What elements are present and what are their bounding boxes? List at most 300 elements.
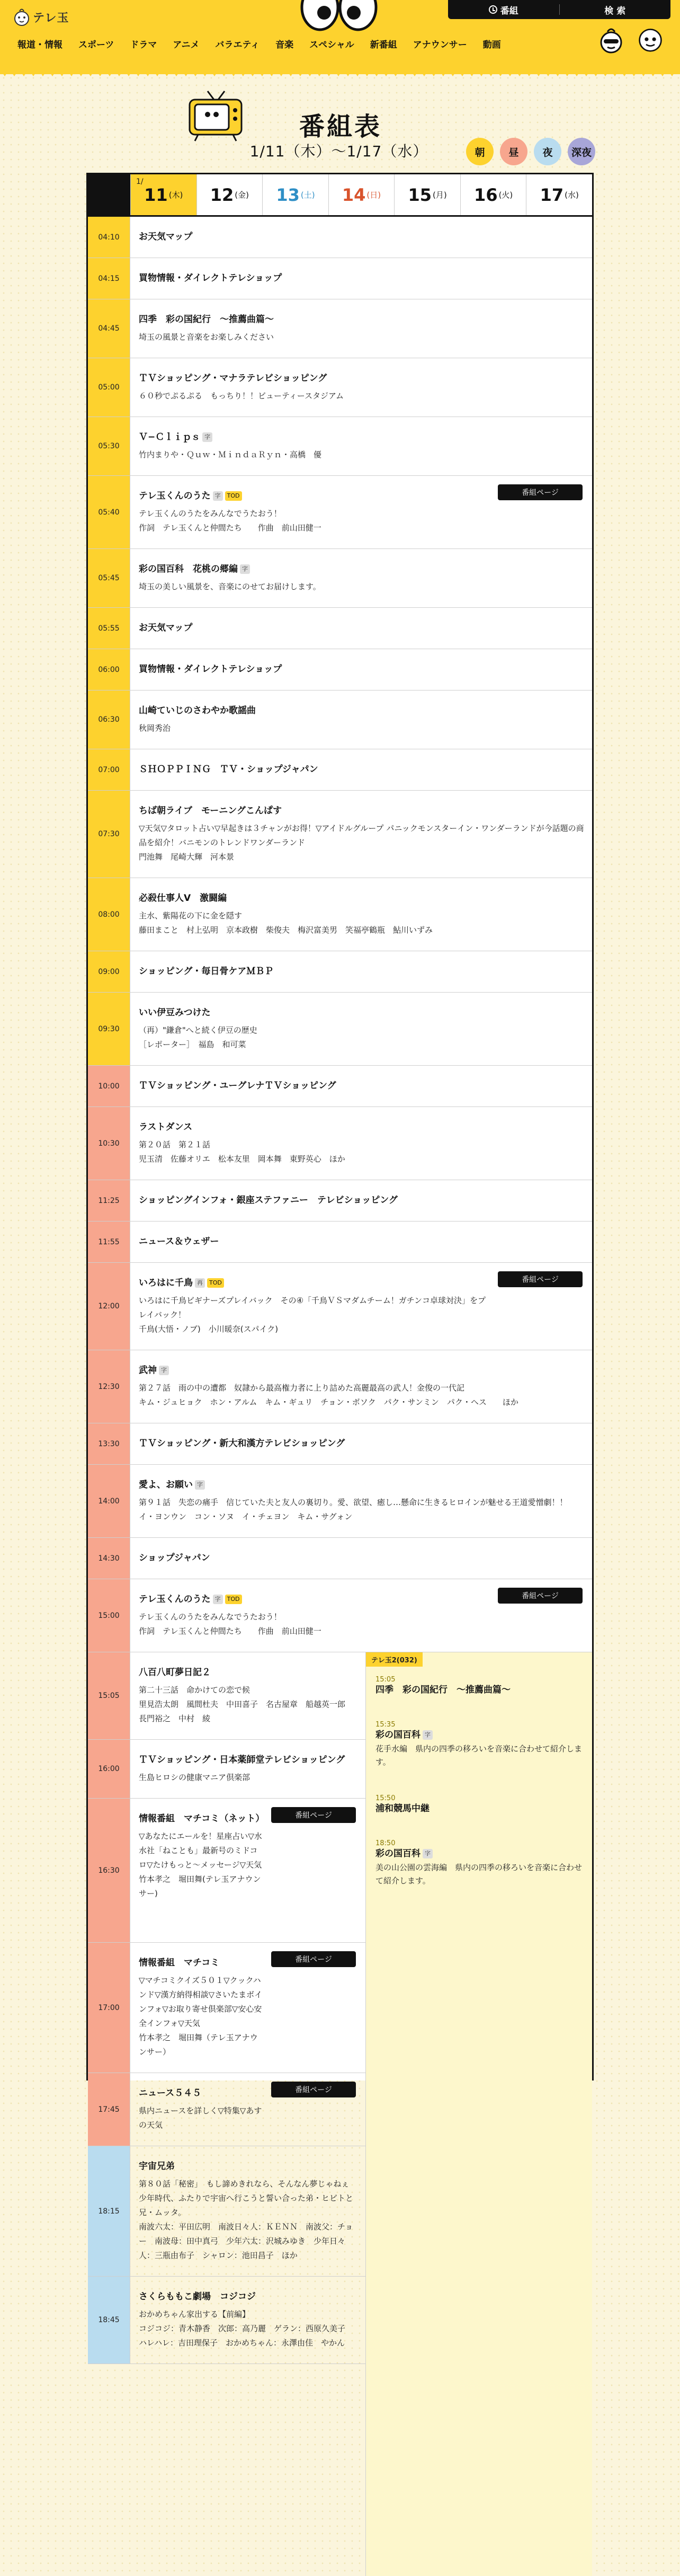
sub-channel-label: テレ玉2(032)	[366, 1652, 423, 1667]
program-description-line: 竹本孝之 堀田舞（テレ玉アナウンサー）	[139, 2032, 258, 2057]
program-description-line: 秋岡秀治	[139, 723, 171, 733]
program-body	[139, 1552, 585, 1565]
day-tab-date: 17	[540, 184, 564, 205]
program-row[interactable]	[88, 217, 592, 258]
program-description-line: ▽マチコミクイズ５０１▽クックハンド▽漢方納得相談▽さいたまボインフォ▽お取り寄せ倶楽部▽安心安全インフォ▽天気	[139, 1975, 263, 2028]
program-body	[139, 1277, 489, 1336]
program-title-text: 八百八町夢日記２	[139, 1667, 211, 1678]
program-time: 08:00	[88, 878, 130, 951]
program-description	[139, 1381, 585, 1410]
program-title-text: ラストダンス	[139, 1122, 193, 1132]
program-title[interactable]	[139, 804, 585, 818]
program-time: 17:45	[88, 2073, 130, 2146]
program-title-text: ＳＨＯＰＰＩＮＧ ＴＶ・ショップジャパン	[139, 764, 318, 775]
mascot-eyes-icon	[300, 0, 378, 32]
program-row[interactable]	[88, 1423, 592, 1465]
program-description-line: テレ玉くんのうたをみんなでうたおう！	[139, 508, 282, 518]
program-description	[139, 821, 585, 864]
program-title[interactable]	[139, 1437, 585, 1451]
program-description	[139, 2177, 358, 2263]
program-body	[139, 1666, 358, 1726]
program-description-line: 児玉清 佐藤オリエ 松本友里 岡本舞 東野英心 ほか	[139, 1154, 345, 1164]
program-time: 05:30	[88, 417, 130, 475]
sub-program-description: 美の山公園の雲海編 県内の四季の移ろいを音楽に合わせて紹介します。	[375, 1862, 583, 1885]
nav-music[interactable]: 音楽	[275, 39, 294, 50]
day-tab-date: 15	[408, 184, 432, 205]
program-title[interactable]	[139, 1479, 585, 1492]
day-tabs	[88, 174, 592, 217]
program-title[interactable]	[139, 1957, 263, 1970]
program-body	[139, 1121, 585, 1166]
program-description-line: おかめちゃん家出する【前編】	[139, 2309, 250, 2319]
program-description-line: ［レポーター］ 福島 和可菜	[139, 1039, 246, 1049]
program-badge: TOD	[225, 1595, 242, 1605]
program-description	[139, 2307, 358, 2350]
program-description-line: 門池舞 尾崎大輝 河本景	[139, 852, 235, 862]
sub-program-title-text: 四季 彩の国紀行 〜推薦曲篇〜	[375, 1685, 511, 1695]
program-page-button[interactable]: 番組ページ	[498, 484, 583, 500]
program-row[interactable]	[88, 993, 592, 1066]
program-title-text: テレ玉くんのうた	[139, 491, 211, 501]
program-body	[139, 1006, 585, 1052]
program-title-text: ＴＶショッピング・ユーグレナＴＶショッピング	[139, 1081, 336, 1091]
program-time: 12:30	[88, 1350, 130, 1423]
nav-announcers[interactable]: アナウンサー	[413, 39, 467, 50]
program-title-text: テレ玉くんのうた	[139, 1594, 211, 1605]
day-tab-date: 14	[342, 184, 366, 205]
program-body	[139, 804, 585, 864]
sub-program-time: 15:50	[375, 1794, 396, 1802]
program-time: 09:30	[88, 993, 130, 1065]
program-body	[139, 2160, 358, 2263]
program-badge: 字	[195, 1480, 205, 1490]
program-title-text: 買物情報・ダイレクトテレショップ	[139, 273, 282, 284]
program-body	[139, 490, 489, 535]
program-title[interactable]	[139, 1593, 489, 1607]
program-description	[139, 507, 489, 535]
program-body	[139, 763, 585, 777]
program-description	[139, 1771, 358, 1785]
program-row[interactable]	[88, 1066, 592, 1107]
header-zigzag-border	[0, 69, 680, 77]
day-tab-14[interactable]	[328, 174, 395, 215]
program-row[interactable]	[88, 476, 592, 549]
program-time: 13:30	[88, 1423, 130, 1464]
program-title-text: 愛よ、お願い	[139, 1480, 193, 1490]
day-tab-weekday: (土)	[300, 190, 315, 200]
program-title-text: ショップジャパン	[139, 1553, 210, 1563]
page-title: 番組表	[299, 112, 382, 141]
program-body	[139, 231, 585, 244]
program-body	[139, 2290, 358, 2350]
program-row[interactable]	[88, 358, 592, 417]
program-title[interactable]	[139, 563, 585, 577]
sub-program-time: 15:35	[375, 1721, 396, 1729]
program-body	[139, 1593, 489, 1639]
program-body	[139, 1194, 585, 1208]
sub-program-description: 花手水編 県内の四季の移ろいを音楽に合わせて紹介します。	[375, 1743, 583, 1767]
program-title[interactable]	[139, 622, 585, 635]
time-filter-button[interactable]: 朝	[466, 138, 494, 165]
program-title-text: 情報番組 マチコミ	[139, 1958, 220, 1968]
program-description	[139, 1138, 585, 1166]
mascot-shop-icon[interactable]	[638, 25, 663, 54]
program-description	[139, 1683, 358, 1726]
program-row[interactable]	[88, 1180, 592, 1221]
program-title[interactable]	[139, 431, 585, 445]
program-title[interactable]	[139, 2160, 358, 2174]
program-description-line: 第８０話「秘密」 もし諦めきれなら、そんなん夢じゃねぇ 少年時代、ふたりで宇宙へ行こうと誓い合った弟・ヒビトと兄・ムッタ。	[139, 2179, 357, 2217]
program-body	[139, 1812, 263, 1901]
program-title-text: ニュース＆ウェザー	[139, 1236, 219, 1247]
program-body	[139, 313, 585, 344]
program-badge: 字	[202, 432, 212, 442]
logo-text: テレ玉	[33, 11, 69, 25]
program-row[interactable]	[88, 1579, 592, 1652]
program-description-line: 生島ヒロシの健康マニア倶楽部	[139, 1772, 250, 1782]
clock-icon	[489, 5, 497, 14]
nav-special[interactable]: スペシャル	[309, 39, 354, 50]
day-tab-date: 11	[144, 184, 168, 205]
sub-program-title	[375, 1802, 582, 1816]
time-of-day-filters	[466, 138, 595, 165]
top-utility-bar	[448, 0, 670, 19]
program-description	[139, 389, 585, 403]
program-title-text: いい伊豆みつけた	[139, 1007, 211, 1018]
time-filter-button[interactable]: 深夜	[568, 138, 595, 165]
program-title[interactable]	[139, 1006, 585, 1020]
program-time: 11:55	[88, 1221, 130, 1262]
day-tab-date: 13	[276, 184, 300, 205]
program-time: 18:45	[88, 2277, 130, 2363]
program-description-line: 藤田まこと 村上弘明 京本政樹 柴俊夫 梅沢富美男 笑福亭鶴瓶 鮎川いずみ	[139, 925, 433, 935]
program-description-line: 第２０話 第２１話	[139, 1139, 211, 1149]
program-title-text: 四季 彩の国紀行 〜推薦曲篇〜	[139, 314, 274, 325]
program-row[interactable]	[88, 608, 592, 649]
sub-channel-program[interactable]	[375, 1794, 582, 1816]
program-row[interactable]	[88, 1538, 592, 1579]
day-tab-weekday: (木)	[168, 190, 183, 200]
program-body	[139, 1235, 585, 1249]
program-description	[139, 721, 585, 736]
program-description	[139, 2104, 263, 2132]
program-description-line: 里見浩太朗 風間杜夫 中田喜子 名古屋章 船越英一郎 長門裕之 中村 綾	[139, 1699, 354, 1723]
program-time: 07:00	[88, 749, 130, 790]
program-title-text: お天気マップ	[139, 232, 193, 242]
program-time: 05:00	[88, 358, 130, 417]
program-title[interactable]	[139, 1121, 585, 1135]
sub-program-time: 15:05	[375, 1676, 396, 1684]
program-row[interactable]	[88, 691, 592, 749]
date-range: 1/11（木）〜1/17（水）	[249, 143, 428, 160]
tamachan-logo-icon	[14, 7, 30, 26]
program-title[interactable]	[139, 1277, 489, 1290]
program-description-line: 南波六太：平田広明 南波日々人：ＫＥＮＮ 南波父：チョー 南波母：田中真弓 少年六太：沢城みゆき 少年日々人：三瓶由布子 シャロン：池田昌子 ほか	[139, 2221, 353, 2260]
program-description-line: 千鳥(大悟・ノブ) 小川暖奈(スパイク)	[139, 1324, 279, 1334]
sub-program-title-text: 彩の国百科	[375, 1730, 420, 1740]
program-title-text: 彩の国百科 花桃の郷編	[139, 564, 238, 574]
program-badge: 字	[240, 564, 250, 574]
program-description-line: いろはに千鳥ビギナーズプレイバック その④「千鳥ＶＳマダムチーム！ガチンコ卓球対決」をプレイバック！	[139, 1295, 486, 1320]
sub-channel-program[interactable]	[375, 1676, 582, 1697]
program-row[interactable]	[88, 1107, 592, 1180]
program-page-button[interactable]: 番組ページ	[498, 1588, 583, 1604]
program-title-text: さくらももこ劇場 コジコジ	[139, 2291, 256, 2302]
program-row[interactable]	[88, 1263, 592, 1350]
day-tab-weekday: (月)	[433, 190, 447, 200]
program-description-line: イ・ヨンウン コン・ソヌ イ・チェヨン キム・サグォン	[139, 1511, 353, 1521]
main-nav	[10, 35, 509, 52]
program-description-line: 竹内まりや・Ｑｕｗ・ＭｉｎｄａＲｙｎ・高橋 優	[139, 449, 322, 459]
program-title[interactable]	[139, 892, 585, 906]
program-title-text: ＴＶショッピング・新大和漢方テレビショッピング	[139, 1438, 345, 1449]
program-description-line: テレ玉くんのうたをみんなでうたおう！	[139, 1612, 282, 1622]
program-time: 04:10	[88, 217, 130, 258]
program-page-button[interactable]: 番組ページ	[271, 2082, 356, 2097]
program-row[interactable]	[88, 951, 592, 993]
program-row[interactable]	[88, 749, 592, 791]
program-title[interactable]	[139, 704, 585, 718]
sub-program-title-text: 彩の国百科	[375, 1848, 420, 1859]
day-tab-12[interactable]	[196, 174, 263, 215]
program-title[interactable]	[139, 1754, 358, 1767]
sub-program-title-text: 浦和競馬中継	[375, 1803, 430, 1814]
program-time: 09:00	[88, 951, 130, 992]
program-time: 10:30	[88, 1107, 130, 1180]
program-body	[139, 431, 585, 462]
sub-channel-program[interactable]	[375, 1839, 582, 1888]
program-row[interactable]	[88, 2146, 365, 2277]
sub-program-time: 18:50	[375, 1839, 396, 1847]
program-description-line: 竹本孝之 堀田舞(テレ玉アナウンサー)	[139, 1874, 261, 1898]
program-body	[139, 563, 585, 594]
program-time: 12:00	[88, 1263, 130, 1350]
program-title-text: ショッピング・毎日骨ケアＭＢＰ	[139, 966, 274, 977]
day-tab-15[interactable]	[394, 174, 460, 215]
program-body	[139, 965, 585, 979]
program-body	[139, 1754, 358, 1785]
program-description-line: 作詞 テレ玉くんと仲間たち 作曲 前山田健一	[139, 523, 321, 533]
program-title[interactable]	[139, 2290, 358, 2304]
program-row[interactable]	[88, 299, 592, 358]
program-title[interactable]	[139, 1666, 358, 1680]
program-row[interactable]	[88, 1799, 365, 1943]
program-description-line: キム・ジュヒョク ホン・アルム キム・ギュリ チョン・ボソク パク・サンミン パク・ヘス ほか	[139, 1397, 518, 1407]
program-schedule	[86, 173, 594, 2348]
nav-news[interactable]: 報道・情報	[17, 39, 62, 50]
program-title-text: 情報番組 マチコミ（ネット）	[139, 1813, 265, 1824]
program-title[interactable]	[139, 272, 585, 286]
program-description-line: ▽あなたにエールを！星座占い▽水水社「ねことも」最新号のミドコロ▽たけもっと〜メッセージ▽天気	[139, 1831, 262, 1870]
program-description	[139, 580, 585, 594]
program-body	[139, 1479, 585, 1524]
program-description-line: 第９１話 失恋の痛手 信じていた夫と友人の裏切り。愛、欲望、癒し…懸命に生きるヒロインが魅せる王道愛憎劇！！	[139, 1497, 568, 1507]
program-title-text: 買物情報・ダイレクトテレショップ	[139, 664, 282, 675]
program-time: 04:15	[88, 258, 130, 299]
program-body	[139, 1957, 263, 2059]
program-description-line: 作詞 テレ玉くんと仲間たち 作曲 前山田健一	[139, 1626, 321, 1636]
program-title-text: ちば朝ライブ モーニングこんぱす	[139, 805, 282, 816]
program-row[interactable]	[88, 878, 592, 951]
program-time: 16:30	[88, 1799, 130, 1942]
program-badge: 字	[213, 1595, 223, 1605]
program-title-text: お天気マップ	[139, 623, 193, 633]
program-time: 05:55	[88, 608, 130, 649]
program-body	[139, 892, 585, 937]
program-page-button[interactable]: 番組ページ	[271, 1807, 356, 1823]
program-time: 11:25	[88, 1180, 130, 1221]
program-badge: TOD	[207, 1278, 224, 1288]
program-time: 04:45	[88, 299, 130, 358]
day-tab-date: 16	[474, 184, 498, 205]
program-row[interactable]	[88, 1350, 592, 1423]
nav-videos[interactable]: 動画	[482, 39, 501, 50]
program-title[interactable]	[139, 372, 585, 386]
tamachan-icon[interactable]	[598, 25, 624, 54]
program-time: 17:00	[88, 1943, 130, 2073]
program-badge: 字	[159, 1366, 169, 1376]
program-row[interactable]	[88, 2277, 365, 2364]
program-row[interactable]	[88, 1221, 592, 1263]
nav-new-programs[interactable]: 新番組	[370, 39, 397, 50]
program-description-line: （再）"鎌倉"へと続く伊豆の歴史	[139, 1025, 257, 1035]
program-title[interactable]	[139, 1364, 585, 1378]
nav-anime[interactable]: アニメ	[173, 39, 200, 50]
program-description	[139, 1829, 263, 1901]
program-time: 10:00	[88, 1066, 130, 1106]
schedule-link[interactable]	[448, 0, 559, 19]
sub-program-title	[375, 1729, 582, 1742]
program-time: 07:30	[88, 791, 130, 878]
program-row[interactable]	[88, 1740, 365, 1799]
program-title[interactable]	[139, 1552, 585, 1565]
day-tab-11[interactable]	[130, 174, 196, 215]
program-title[interactable]	[139, 1194, 585, 1208]
program-body	[139, 1079, 585, 1093]
program-title[interactable]	[139, 965, 585, 979]
program-title-text: 武神	[139, 1365, 157, 1376]
day-tabs-corner	[88, 174, 130, 215]
program-time: 06:00	[88, 649, 130, 690]
program-body	[139, 372, 585, 403]
program-row[interactable]	[88, 791, 592, 878]
program-page-button[interactable]: 番組ページ	[271, 1951, 356, 1967]
program-description	[139, 448, 585, 462]
program-description	[139, 1610, 489, 1639]
program-title[interactable]	[139, 763, 585, 777]
program-badge: TOD	[225, 491, 242, 501]
program-description-line: ６０秒でぷるぷる もっちり！！ビューティースタジアム	[139, 391, 344, 401]
sub-program-badge: 字	[423, 1849, 433, 1859]
program-description-line: 主水、紫陽花の下に金を隠す	[139, 910, 243, 920]
program-body	[139, 272, 585, 286]
program-description	[139, 330, 585, 344]
program-description-line: 埼玉の美しい風景を、音楽にのせてお届けします。	[139, 581, 321, 591]
program-description-line: 埼玉の風景と音楽をお楽しみください	[139, 332, 274, 342]
program-title-text: Ｖ−Ｃｌｉｐｓ	[139, 432, 201, 442]
program-row[interactable]	[88, 1943, 365, 2073]
program-title-text: 宇宙兄弟	[139, 2161, 175, 2172]
nav-variety[interactable]: バラエティ	[215, 39, 260, 50]
program-description-line: コジコジ：青木静香 次郎：高乃麗 ゲラン：西原久美子 ハレハレ：吉田理保子 おかめちゃん：永澤由佳 やかん	[139, 2323, 354, 2348]
program-time: 05:40	[88, 476, 130, 548]
program-time: 16:00	[88, 1740, 130, 1798]
program-body	[139, 663, 585, 677]
program-row[interactable]	[88, 1652, 365, 1740]
program-title[interactable]	[139, 231, 585, 244]
program-title[interactable]	[139, 490, 489, 503]
search-button[interactable]	[560, 0, 671, 19]
day-tab-13[interactable]	[262, 174, 328, 215]
program-row[interactable]	[88, 549, 592, 608]
program-description-line: 県内ニュースを詳しく▽特集▽あすの天気	[139, 2105, 262, 2130]
time-filter-button[interactable]: 夜	[534, 138, 561, 165]
program-time: 14:30	[88, 1538, 130, 1579]
program-page-button[interactable]: 番組ページ	[498, 1271, 583, 1287]
program-body	[139, 622, 585, 635]
day-tab-weekday: (日)	[366, 190, 381, 200]
program-title-text: 必殺仕事人Ⅴ 激闘編	[139, 893, 227, 904]
program-description-line: 第２７話 雨の中の遭都 奴隷から最高権力者に上り詰めた高麗最高の武人！金俊の一代記	[139, 1383, 465, 1393]
program-title[interactable]	[139, 1812, 263, 1826]
program-title-text: ＴＶショッピング・日本薬師堂テレビショッピング	[139, 1755, 345, 1765]
sub-channel-program[interactable]	[375, 1721, 582, 1769]
site-logo[interactable]	[14, 7, 69, 26]
program-row[interactable]	[88, 2073, 365, 2146]
program-title[interactable]	[139, 1235, 585, 1249]
program-title[interactable]	[139, 2087, 263, 2101]
program-body	[139, 1437, 585, 1451]
sub-program-title	[375, 1684, 582, 1697]
program-description	[139, 909, 585, 937]
tv-illustration-icon	[186, 89, 245, 142]
sub-channel-column	[365, 1652, 592, 2576]
program-title-text: 山崎ていじのさわやか歌謡曲	[139, 705, 256, 716]
program-time: 14:00	[88, 1465, 130, 1537]
search-button-label: 検 索	[604, 5, 626, 16]
day-tab-weekday: (金)	[235, 190, 249, 200]
nav-sports[interactable]: スポーツ	[78, 39, 114, 50]
program-description	[139, 1973, 263, 2059]
day-tab-16[interactable]	[460, 174, 526, 215]
program-body	[139, 1364, 585, 1410]
day-tab-17[interactable]	[526, 174, 592, 215]
program-title[interactable]	[139, 1079, 585, 1093]
program-row[interactable]	[88, 649, 592, 691]
program-title-text: ＴＶショッピング・マナラテレビショッピング	[139, 373, 327, 384]
nav-drama[interactable]: ドラマ	[130, 39, 157, 50]
sub-program-title	[375, 1847, 582, 1861]
program-row[interactable]	[88, 258, 592, 299]
day-tab-month: 1/	[136, 178, 144, 186]
program-title-text: いろはに千鳥	[139, 1278, 193, 1288]
site-header	[0, 0, 680, 74]
schedule-link-label: 番組	[500, 5, 518, 16]
program-time: 18:15	[88, 2146, 130, 2276]
program-title[interactable]	[139, 663, 585, 677]
time-filter-button[interactable]: 昼	[500, 138, 527, 165]
program-badge: 再	[195, 1278, 205, 1288]
program-row[interactable]	[88, 417, 592, 476]
program-time: 05:45	[88, 549, 130, 607]
program-row[interactable]	[88, 1465, 592, 1538]
program-body	[139, 704, 585, 736]
program-description-line: 第二十三話 命かけての恋で候	[139, 1685, 250, 1695]
day-tab-weekday: (水)	[565, 190, 579, 200]
program-title-text: ニュース５４５	[139, 2088, 202, 2099]
program-title[interactable]	[139, 313, 585, 327]
day-tab-date: 12	[210, 184, 234, 205]
